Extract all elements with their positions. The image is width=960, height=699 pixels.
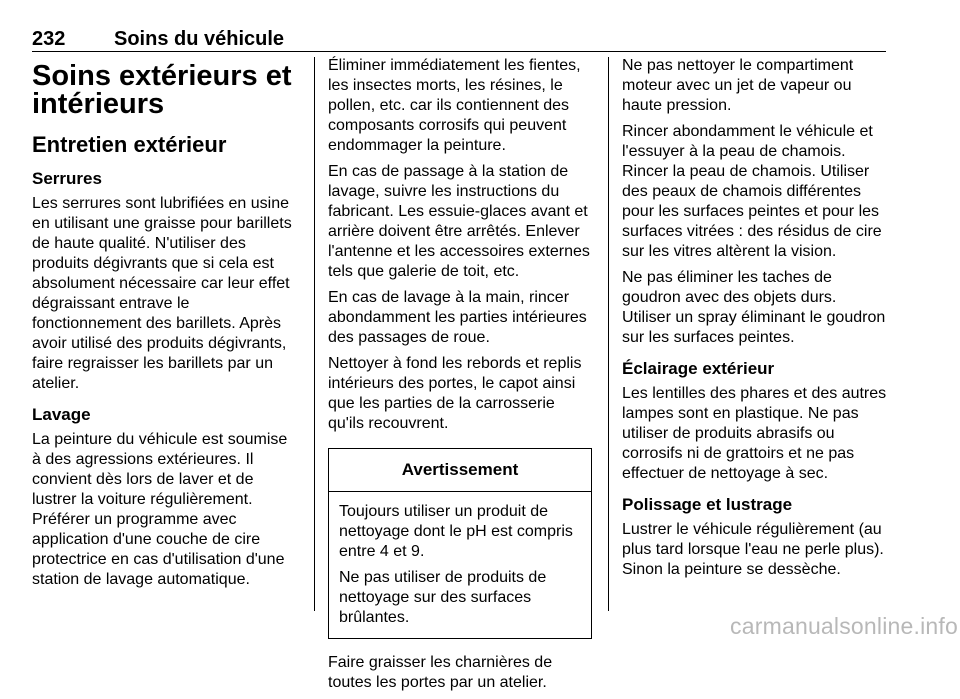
paragraph-polissage: Lustrer le véhicule régulièrement (au plus tard lorsque l'eau ne perle plus). Sinon la peinture se dessèche. [622, 521, 884, 578]
paragraph-compartiment-moteur: Ne pas nettoyer le compartiment moteur avec un jet de vapeur ou haute pression. [622, 57, 854, 114]
heading-lavage: Lavage [32, 405, 91, 424]
watermark: carmanualsonline.info [730, 613, 958, 639]
paragraph-rebords: Nettoyer à fond les rebords et replis intérieurs des portes, le capot ainsi que les parties de la carrosserie qu'ils recouvrent. [328, 355, 582, 432]
paragraph-serrures: Les serrures sont lubrifiées en usine en utilisant une graisse pour barillets de haute qualité. N'utiliser des produits dégivrants que si cela est absolument nécessaire car leur effet dégraissant entrave le fonctionnement des barillets. Après avoir utilisé des produits dégivrants, faire regraisser les barillets par un atelier. [32, 195, 292, 392]
paragraph-lavage-main: En cas de lavage à la main, rincer abondamment les parties intérieures des passages de roue. [328, 289, 587, 346]
heading-serrures: Serrures [32, 169, 102, 188]
paragraph-goudron: Ne pas éliminer les taches de goudron avec des objets durs. Utiliser un spray éliminant le goudron sur les surfaces peintes. [622, 269, 886, 346]
paragraph-rincer: Rincer abondamment le véhicule et l'essuyer à la peau de chamois. Rincer la peau de chamois. Utiliser des peaux de chamois différentes pour les surfaces peintes et pour les surfaces vitrées : des résidus de cire sur les vitres altèrent la vision. [622, 123, 882, 260]
column-middle [328, 56, 592, 699]
warning-paragraph-surfaces: Ne pas utiliser de produits de nettoyage sur des surfaces brûlantes. [339, 569, 547, 626]
page-number: 232 [32, 28, 66, 50]
section-title: Soins extérieurs et intérieurs [32, 60, 292, 120]
paragraph-eclairage: Les lentilles des phares et des autres lampes sont en plastique. Ne pas utiliser de produits abrasifs ou corrosifs ni de grattoirs et ne pas effectuer de nettoyage à sec. [622, 385, 887, 482]
heading-polissage: Polissage et lustrage [622, 495, 793, 514]
subsection-title: Entretien extérieur [32, 132, 227, 157]
column-divider-right [608, 57, 609, 611]
header-rule [32, 51, 886, 52]
warning-paragraph-ph: Toujours utiliser un produit de nettoyage dont le pH est compris entre 4 et 9. [339, 503, 573, 560]
warning-box [328, 448, 592, 639]
column-right [622, 56, 888, 586]
paragraph-charnieres: Faire graisser les charnières de toutes les portes par un atelier. [328, 654, 553, 691]
column-left [32, 56, 300, 596]
paragraph-station-lavage: En cas de passage à la station de lavage, suivre les instructions du fabricant. Les essuie-glaces avant et arrière doivent être arrêtés. Enlever l'antenne et les accessoires externes tels que galerie de toit, etc. [328, 163, 590, 280]
running-title: Soins du véhicule [114, 28, 285, 50]
heading-eclairage: Éclairage extérieur [622, 359, 775, 378]
paragraph-lavage: La peinture du véhicule est soumise à des agressions extérieures. Il convient dès lors de laver et de lustrer la voiture régulièrement. Préférer un programme avec application d'une couche de cire protectrice en cas d'utilisation d'une station de lavage automatique. [32, 431, 288, 588]
warning-body [329, 492, 591, 638]
paragraph-fientes: Éliminer immédiatement les fientes, les insectes morts, les résines, le pollen, etc. car ils contiennent des composants corrosifs qui peuvent endommager la peinture. [328, 57, 581, 154]
warning-title: Avertissement [329, 449, 591, 492]
column-divider-left [314, 57, 315, 611]
